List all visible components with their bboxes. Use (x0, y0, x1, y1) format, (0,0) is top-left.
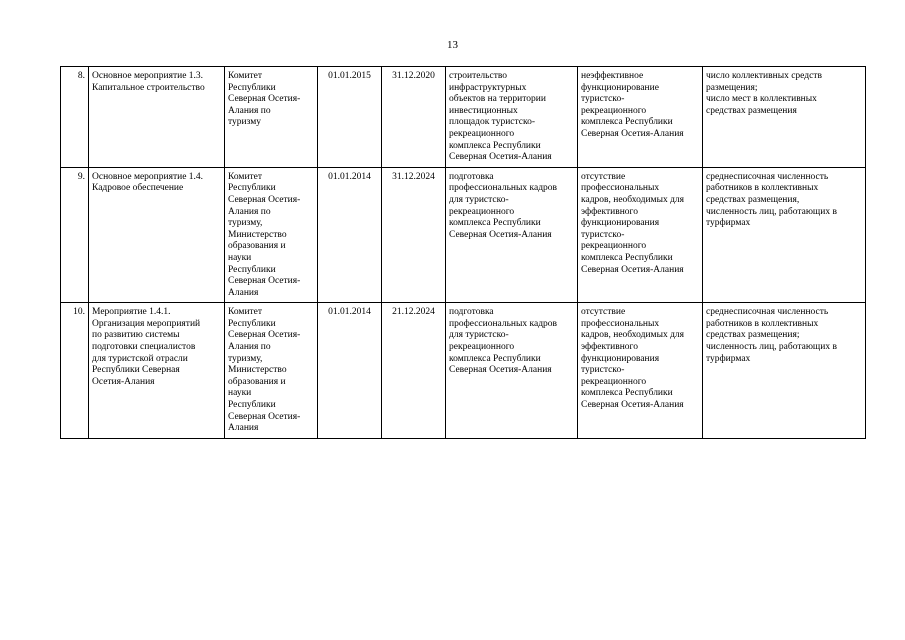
cell-text-line: Республики (228, 264, 276, 275)
table-row (61, 303, 866, 439)
cell-text-line: Основное мероприятие 1.4. (92, 171, 204, 182)
table-body (61, 67, 866, 439)
cell-text-line: инфраструктурных (449, 82, 527, 93)
cell-text-line: подготовка (449, 307, 494, 318)
cell-text-line: Республики (228, 82, 276, 93)
expected-result-cell (446, 303, 578, 439)
cell-text-line: туристско- (581, 229, 625, 240)
cell-text-line: для туристско- (449, 194, 509, 205)
cell-text-line: эффективного (581, 206, 638, 217)
executor-cell (225, 67, 318, 168)
cell-text-line: Мероприятие 1.4.1. (92, 307, 171, 318)
cell-text-line: по развитию системы (92, 330, 180, 341)
cell-text-line: Северная Осетия- (228, 276, 301, 287)
cell-text-line: функционирование (581, 82, 659, 93)
expected-result-cell (446, 67, 578, 168)
cell-text-line: Северная Осетия-Алания (449, 152, 552, 163)
cell-text-line: Комитет (228, 71, 263, 81)
cell-text-line: профессиональных (581, 318, 660, 329)
activity-name-cell (89, 167, 225, 303)
cell-text-line: науки (228, 252, 252, 263)
cell-text-line: Основное мероприятие 1.3. (92, 71, 204, 81)
activity-name-cell (89, 303, 225, 439)
cell-text-line: отсутствие (581, 307, 626, 318)
cell-text-line: Республики Северная (92, 365, 180, 376)
cell-text-line: комплекса Республики (581, 388, 673, 399)
activity-name-cell (89, 67, 225, 168)
cell-text-line: профессиональных (581, 183, 660, 194)
cell-text-line: Северная Осетия- (228, 94, 301, 105)
cell-text-line: для туристско- (449, 330, 509, 341)
cell-text-line: неэффективное (581, 71, 644, 81)
cell-text-line: образования и (228, 241, 286, 252)
row-number-cell: 8. (61, 67, 89, 168)
cell-text-line: подготовки специалистов (92, 342, 196, 353)
cell-text-line: Алания по (228, 206, 271, 217)
cell-text-line: рекреационного (449, 206, 515, 217)
cell-text-line: профессиональных кадров (449, 183, 558, 194)
cell-text-line: Кадровое обеспечение (92, 183, 184, 194)
indicator-cell (703, 303, 866, 439)
cell-text-line: Организация мероприятий (92, 318, 201, 329)
cell-text-line: Северная Осетия-Алания (449, 365, 552, 376)
cell-text-line: Республики (228, 183, 276, 194)
start-date-cell: 01.01.2015 (318, 67, 382, 168)
cell-text-line: работников в коллективных (706, 183, 819, 194)
cell-text-line: Северная Осетия- (228, 194, 301, 205)
cell-text-line: рекреационного (449, 128, 515, 139)
cell-text-line: средствах размещения, (706, 194, 800, 205)
cell-text-line: комплекса Республики (449, 218, 541, 229)
cell-text-line: науки (228, 388, 252, 399)
cell-text-line: отсутствие (581, 171, 626, 182)
cell-text-line: число коллективных средств (706, 71, 822, 81)
page-number: 13 (447, 39, 458, 51)
cell-text-line: Комитет (228, 171, 263, 182)
row-number-cell: 9. (61, 167, 89, 303)
cell-text-line: профессиональных кадров (449, 318, 558, 329)
cell-text-line: Северная Осетия- (228, 330, 301, 341)
cell-text-line: комплекса Республики (449, 140, 541, 151)
cell-text-line: эффективного (581, 342, 638, 353)
cell-text-line: кадров, необходимых для (581, 330, 685, 341)
cell-text-line: Алания по (228, 105, 271, 116)
cell-text-line: Алания по (228, 342, 271, 353)
cell-text-line: Министерство (228, 365, 287, 376)
end-date-cell: 31.12.2024 (382, 167, 446, 303)
cell-text-line: рекреационного (581, 105, 647, 116)
cell-text-line: Республики (228, 318, 276, 329)
cell-text-line: численность лиц, работающих в (706, 342, 837, 353)
cell-text-line: туризму, (228, 218, 263, 229)
cell-text-line: Республики (228, 400, 276, 411)
end-date-cell: 21.12.2024 (382, 303, 446, 439)
cell-text-line: турфирмах (706, 353, 751, 364)
cell-text-line: рекреационного (581, 241, 647, 252)
cell-text-line: комплекса Республики (581, 117, 673, 128)
cell-text-line: туризму, (228, 353, 263, 364)
cell-text-line: для туристской отрасли (92, 353, 188, 364)
executor-cell (225, 303, 318, 439)
cell-text-line: Северная Осетия-Алания (581, 128, 684, 139)
cell-text-line: Комитет (228, 307, 263, 318)
cell-text-line: Северная Осетия- (228, 411, 301, 422)
cell-text-line: строительство (449, 71, 508, 81)
cell-text-line: кадров, необходимых для (581, 194, 685, 205)
cell-text-line: турфирмах (706, 218, 751, 229)
cell-text-line: размещения; (706, 82, 758, 93)
expected-result-cell (446, 167, 578, 303)
cell-text-line: численность лиц, работающих в (706, 206, 837, 217)
cell-text-line: Северная Осетия-Алания (581, 264, 684, 275)
cell-text-line: Северная Осетия-Алания (581, 400, 684, 411)
cell-text-line: Осетия-Алания (92, 376, 155, 387)
cell-text-line: подготовка (449, 171, 494, 182)
cell-text-line: число мест в коллективных (706, 94, 817, 105)
cell-text-line: рекреационного (449, 342, 515, 353)
cell-text-line: Капитальное строительство (92, 82, 205, 93)
consequence-cell (578, 303, 703, 439)
cell-text-line: Северная Осетия-Алания (449, 229, 552, 240)
cell-text-line: Алания (228, 287, 259, 298)
cell-text-line: туристско- (581, 94, 625, 105)
cell-text-line: комплекса Республики (449, 353, 541, 364)
table-row (61, 67, 866, 168)
row-number-cell: 10. (61, 303, 89, 439)
cell-text-line: площадок туристско- (449, 117, 536, 128)
indicator-cell (703, 67, 866, 168)
cell-text-line: рекреационного (581, 376, 647, 387)
cell-text-line: средствах размещения; (706, 330, 800, 341)
cell-text-line: объектов на территории (449, 94, 546, 105)
cell-text-line: Алания (228, 423, 259, 434)
cell-text-line: среднесписочная численность (706, 171, 829, 182)
cell-text-line: среднесписочная численность (706, 307, 829, 318)
cell-text-line: туризму (228, 117, 261, 128)
cell-text-line: образования и (228, 376, 286, 387)
cell-text-line: Министерство (228, 229, 287, 240)
cell-text-line: комплекса Республики (581, 252, 673, 263)
consequence-cell (578, 67, 703, 168)
cell-text-line: работников в коллективных (706, 318, 819, 329)
start-date-cell: 01.01.2014 (318, 303, 382, 439)
cell-text-line: функционирования (581, 218, 660, 229)
cell-text-line: туристско- (581, 365, 625, 376)
cell-text-line: средствах размещения (706, 105, 797, 116)
cell-text-line: инвестиционных (449, 105, 518, 116)
cell-text-line: функционирования (581, 353, 660, 364)
executor-cell (225, 167, 318, 303)
consequence-cell (578, 167, 703, 303)
start-date-cell: 01.01.2014 (318, 167, 382, 303)
program-activities-table (60, 66, 866, 439)
table-row (61, 167, 866, 303)
end-date-cell: 31.12.2020 (382, 67, 446, 168)
indicator-cell (703, 167, 866, 303)
